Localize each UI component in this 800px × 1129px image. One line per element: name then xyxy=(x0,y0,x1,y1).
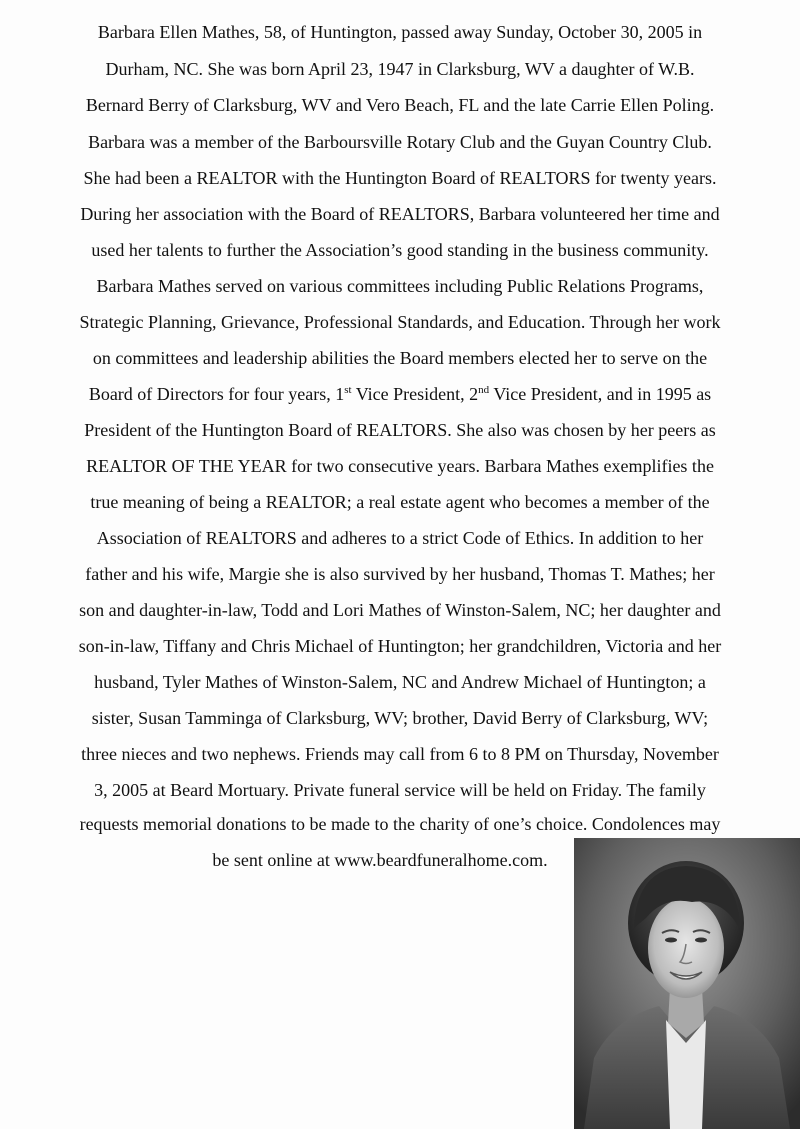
board-line-sup-1: st xyxy=(344,384,352,396)
obituary-line-13: REALTOR OF THE YEAR for two consecutive years. Barbara Mathes exemplifies the xyxy=(86,456,714,476)
obituary-line-11 xyxy=(0,382,800,406)
obituary-line-17: son and daughter-in-law, Todd and Lori Mathes of Winston-Salem, NC; her daughter and xyxy=(79,600,721,620)
obituary-line-4: Barbara was a member of the Barboursville Rotary Club and the Guyan Country Club. xyxy=(88,132,712,152)
obituary-line-12: President of the Huntington Board of REALTORS. She also was chosen by her peers as xyxy=(84,420,716,440)
obituary-line-7: used her talents to further the Association’s good standing in the business community. xyxy=(91,240,709,260)
left-eye xyxy=(665,938,677,943)
obituary-line-2: Durham, NC. She was born April 23, 1947 in Clarksburg, WV a daughter of W.B. xyxy=(105,59,695,79)
obituary-line-18: son-in-law, Tiffany and Chris Michael of Huntington; her grandchildren, Victoria and her xyxy=(78,636,722,656)
board-line-sup-2: nd xyxy=(478,384,490,396)
board-line-part-1: Board of Directors for four years, 1 xyxy=(88,384,345,404)
board-line-part-2: Vice President, 2 xyxy=(351,384,479,404)
obituary-line-8: Barbara Mathes served on various committees including Public Relations Programs, xyxy=(96,276,704,296)
obituary-line-3: Bernard Berry of Clarksburg, WV and Vero Beach, FL and the late Carrie Ellen Poling. xyxy=(85,95,715,115)
obituary-line-22: 3, 2005 at Beard Mortuary. Private funeral service will be held on Friday. The family xyxy=(94,780,706,800)
obituary-line-21: three nieces and two nephews. Friends may call from 6 to 8 PM on Thursday, November xyxy=(81,744,719,764)
obituary-line-6: During her association with the Board of REALTORS, Barbara volunteered her time and xyxy=(80,204,720,224)
obituary-line-23: requests memorial donations to be made to the charity of one’s choice. Condolences may xyxy=(79,814,721,834)
obituary-line-20: sister, Susan Tamminga of Clarksburg, WV; brother, David Berry of Clarksburg, WV; xyxy=(91,708,709,728)
obituary-line-16: father and his wife, Margie she is also survived by her husband, Thomas T. Mathes; her xyxy=(85,564,715,584)
obituary-line-10: on committees and leadership abilities the Board members elected her to serve on the xyxy=(92,348,708,368)
board-line-part-3: Vice President, and in 1995 as xyxy=(489,384,712,404)
obituary-line-15: Association of REALTORS and adheres to a strict Code of Ethics. In addition to her xyxy=(96,528,704,548)
obituary-line-1: Barbara Ellen Mathes, 58, of Huntington, passed away Sunday, October 30, 2005 in xyxy=(97,22,703,42)
obituary-line-14: true meaning of being a REALTOR; a real estate agent who becomes a member of the xyxy=(90,492,710,512)
portrait-photo xyxy=(574,838,800,1129)
obituary-line-9: Strategic Planning, Grievance, Professional Standards, and Education. Through her work xyxy=(79,312,721,332)
portrait-illustration xyxy=(574,838,800,1129)
obituary-line-5: She had been a REALTOR with the Huntington Board of REALTORS for twenty years. xyxy=(83,168,717,188)
right-eye xyxy=(695,938,707,943)
obituary-line-19: husband, Tyler Mathes of Winston-Salem, NC and Andrew Michael of Huntington; a xyxy=(94,672,706,692)
obituary-line-24: be sent online at www.beardfuneralhome.com. xyxy=(212,850,548,870)
